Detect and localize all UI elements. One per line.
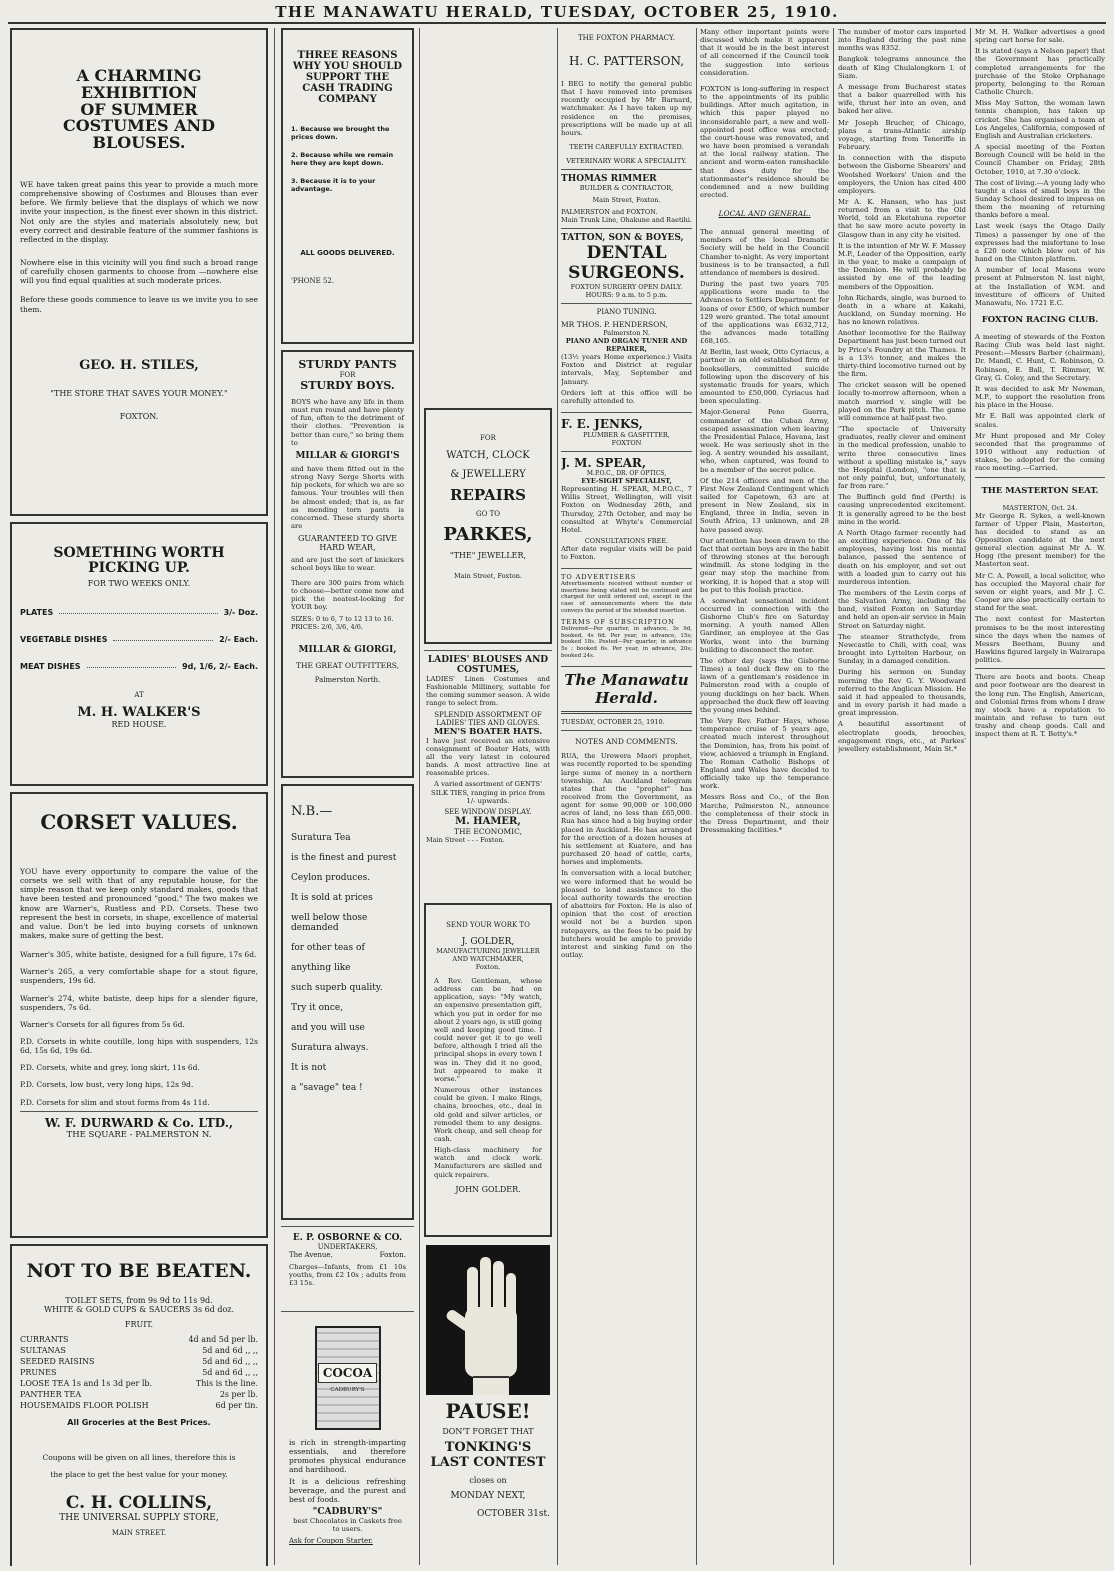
golder-trade: MANUFACTURING JEWELLER AND WATCHMAKER,	[436, 947, 540, 963]
collins-item-name: PRUNES	[20, 1367, 57, 1377]
stiles-name: GEO. H. STILES,	[79, 357, 199, 373]
collins-item	[20, 1335, 258, 1344]
news-paragraph: The next contest for Masterton promises to be the most interesting since the days when the names of Messrs Beetham, Buuny and Hawkins figured largely in Wairarapa politics.	[975, 615, 1105, 665]
news-paragraph: The annual general meeting of members of the local Dramatic Society will be held in the Council Chamber to-night. As very important business is to be transacted, a full attendance of members is desired.	[700, 228, 829, 277]
tonking-ad	[424, 1243, 552, 1547]
spear-ad	[561, 452, 692, 569]
golder-name: J. GOLDER,	[461, 937, 515, 947]
masterton-heading: THE MASTERTON SEAT.	[981, 485, 1099, 496]
rimmer-ad	[561, 170, 692, 229]
walker-item-price: 9d, 1/6, 2/- Each.	[182, 662, 258, 672]
hamer-name: M. HAMER,	[455, 815, 521, 827]
parkes-line-2: & JEWELLERY	[450, 469, 526, 480]
parkes-line: WATCH, CLOCK	[446, 450, 530, 461]
walker-sub: FOR TWO WEEKS ONLY.	[87, 579, 191, 589]
news-paragraph: A number of local Masons were present at Palmerston N. last night, at the Installation of W.M. and investiture of officers of United Manawatu, No. 1721 E.C.	[975, 266, 1105, 307]
masthead-rule	[8, 22, 1106, 24]
tatton-hours: HOURS: 9 a.m. to 5 p.m.	[585, 291, 668, 300]
cash-headline: THREE REASONS WHY YOU SHOULD SUPPORT THE CASH TRADING COMPANY	[292, 50, 403, 105]
parkes-street: Main Street, Foxton.	[454, 572, 522, 580]
column-divider	[833, 28, 834, 1565]
spear-name: J. M. SPEAR,	[561, 456, 647, 471]
walker-item	[20, 608, 258, 617]
parkes-jeweller: "THE" JEWELLER,	[449, 551, 527, 560]
news-paragraph: "The spectacle of University graduates, really clever and eminent in the medical profession, unable to write three consecutive lines without a spelling mistake is," says the Hospital (London), "one that is not only painful, but, unfortunately, far from rare."	[838, 425, 966, 491]
news-paragraph: It is the intention of Mr W. F. Massey M.P., Leader of the Opposition, early in the year, to make a campaign of the Dominion. He will probably be assisted by one of the leading members of the Opposition.	[838, 241, 966, 291]
osborne-trade: UNDERTAKERS,	[317, 1243, 378, 1251]
henderson-orders: Orders left at this office will be carefully attended to.	[561, 388, 692, 405]
herald-date: TUESDAY, OCTOBER 25, 1910.	[561, 718, 665, 727]
news-paragraph: Mr Hunt proposed and Mr Coley seconded that the programme of 1910 without any reduction of stakes, be adopted for the coming race meeting.—Carried.	[975, 431, 1105, 473]
column-3	[424, 28, 552, 1566]
cadbury-text: is rich in strength-imparting essentials, and therefore promotes physical endurance and hardihood.	[289, 1438, 406, 1474]
collins-item	[20, 1368, 258, 1377]
tatton-name: TATTON, SON & BOYES,	[561, 233, 684, 244]
corset-line: P.D. Corsets, white and grey, long skirt, 11s 6d.	[20, 1063, 200, 1073]
osborne-name: E. P. OSBORNE & CO.	[292, 1233, 403, 1243]
hamer-body-2: I have just received an extensive consignment of Boater Hats, with all the very latest in coloured bands. A most attractive line at reasonable prices.	[426, 736, 550, 778]
stiles-body-3: Before these goods commence to leave us we invite you to see them.	[20, 295, 258, 314]
news-paragraph: FOXTON is long-suffering in respect to the appointments of its public buildings. After much agitation, in which this paper played no inconsiderable part, a new and well-appointed post office was erected; the court-house was renovated, and we have been promised a verandah at the local railway station. The ancient and worm-eaten ramshackle that does duty for the stationmaster's residence should be condemned and a new building erected.	[700, 84, 829, 199]
collins-item	[20, 1401, 258, 1410]
news-paragraph: Last week (says the Otago Daily Times) a passenger by one of the expresses had the misfortune to lose a £20 note which blew out of his hand on the Clinton platform.	[975, 222, 1105, 264]
cash-reason: 3. Because it is to your advantage.	[291, 177, 376, 193]
hamer-body-3: A varied assortment of GENTS' SILK TIES, ranging in price from 1/- upwards.	[431, 780, 545, 805]
tea-line: and you will use	[291, 1023, 365, 1033]
column-divider	[419, 28, 420, 1565]
golder-ad	[424, 903, 552, 1237]
walker-at: AT	[134, 691, 144, 700]
millar-headline: STURDY PANTS	[298, 358, 397, 371]
hamer-window: SEE WINDOW DISPLAY.	[444, 807, 532, 816]
tea-line: is the finest and purest	[291, 853, 397, 863]
walker-item-name: MEAT DISHES	[20, 662, 81, 672]
news-paragraph: The number of motor cars imported into England during the past nine months was 8352.	[838, 28, 966, 53]
pharmacy-title: THE FOXTON PHARMACY.	[578, 34, 675, 42]
collins-item-price: 6d per tin.	[215, 1400, 258, 1410]
tea-line: anything like	[291, 963, 351, 973]
patterson-ad	[561, 34, 692, 170]
hamer-body: LADIES' Linen Costumes and Fashionable Millinery, suitable for the coming summer season. A wide range to select from.	[426, 675, 550, 708]
news-paragraph: The Very Rev. Father Hays, whose temperance cruise of 5 years ago, created much interest throughout the Dominion, has, from his point of view, achieved a triumph in England. The Roman Catholic Bishops of England and Wales have decided to officially take up the temperance work.	[700, 717, 829, 791]
collins-item-name: SEEDED RAISINS	[20, 1356, 95, 1366]
walker-headline: SOMETHING WORTH	[53, 545, 225, 561]
collins-groceries: All Groceries at the Best Prices.	[67, 1417, 211, 1427]
subscription-title: TERMS OF SUBSCRIPTION	[561, 618, 675, 627]
millar-name: MILLAR & GIORGI,	[298, 645, 397, 656]
millar-giorgi-ad	[281, 350, 414, 778]
tea-line: Suratura Tea	[291, 833, 351, 843]
walker-item-price: 2/- Each.	[219, 635, 258, 645]
hamer-headline: LADIES' BLOUSES AND COSTUMES,	[427, 655, 549, 675]
collins-item-name: SULTANAS	[20, 1345, 66, 1355]
collins-fruit: FRUIT.	[124, 1319, 154, 1329]
collins-item-name: PANTHER TEA	[20, 1389, 82, 1399]
column-6	[838, 28, 966, 1566]
tonking-contest: LAST CONTEST	[430, 1455, 546, 1470]
parkes-repairs: REPAIRS	[449, 486, 527, 504]
collins-item-price: 5d and 6d ,, ,,	[202, 1367, 258, 1377]
spear-body: Representing H. SPEAR, M.P.O.C., 7 Willis Street, Wellington, will visit Foxton on Wednesday 26th, and Thursday, 27th October, and may be consulted at Whyte's Commercial Hotel.	[561, 485, 692, 534]
henderson-piano: PIANO TUNING.	[596, 308, 657, 317]
notes-heading: NOTES AND COMMENTS.	[575, 737, 678, 747]
tea-line: Suratura always.	[291, 1043, 369, 1053]
tatton-dental: DENTAL	[586, 243, 667, 264]
collins-item-price: This is the line.	[195, 1378, 258, 1388]
tonking-name: TONKING'S	[444, 1440, 532, 1455]
corset-line: Warner's Corsets for all figures from 5s 6d.	[20, 1019, 185, 1029]
walker-item	[20, 635, 258, 644]
news-paragraph: A beautiful assortment of electroplate goods, brooches, engagement rings, etc., at Parkes' jewellery establishment, Main St.*	[838, 720, 966, 753]
collins-item-price: 5d and 6d ,, ,,	[202, 1345, 258, 1355]
hamer-sub-2: MEN'S BOATER HATS.	[433, 726, 543, 737]
collins-item-price: 4d and 5d per lb.	[188, 1334, 258, 1344]
tea-title: N.B.—	[291, 804, 333, 819]
news-paragraph: Miss May Sutton, the woman lawn tennis champion, has taken up cricket. She has organised a team at Los Angeles, California, composed of English and Australian cricketers.	[975, 99, 1105, 140]
osborne-charges: Charges—Infants, from £1 10s youths, from £2 10s ; adults from £3 15s.	[289, 1263, 406, 1288]
news-paragraph: John Richards, single, was burned to death in a whare at Kakahi, Auckland, on Sunday morning. He has no known relatives.	[838, 293, 966, 327]
walker-item-price: 3/- Doz.	[223, 608, 258, 618]
walker-item	[20, 662, 258, 671]
henderson-name: MR THOS. P. HENDERSON,	[561, 320, 668, 330]
henderson-ad	[561, 304, 692, 413]
collins-item	[20, 1379, 258, 1388]
golder-town: Foxton.	[475, 963, 501, 971]
patterson-vet: VETERINARY WORK A SPECIALITY.	[566, 157, 687, 166]
tea-line: Ceylon produces.	[291, 873, 371, 883]
news-paragraph: The other day (says the Gisborne Times) a teal duck flew on to the lawn of a gentleman's residence in Palmerston road with a couple of young ducklings on her back. When approached the duck flew off leaving the young ones behind.	[700, 656, 829, 714]
corset-line: Warner's 274, white batiste, deep hips for a slender figure, suspenders, 7s 6d.	[20, 993, 258, 1012]
collins-item	[20, 1357, 258, 1366]
news-paragraph: The Buffinch gold find (Perth) is causing unprecedented excitement. It is generally agreed to be the best mine in the world.	[838, 493, 966, 526]
column-1	[10, 28, 268, 1566]
notes-paragraph: RUA, the Urewera Maori prophet, was recently reported to be spending large sums of money in a northern township. An Auckland telegram states that the "prophet" has received from the Government, as agent for some 90,000 or 100,000 acres of land, no less than £65,000. Rua has since had a big buying order placed in Auckland. He has arranged for the erection of a dozen houses at his settlement at Kuatere, and has purchased 20 head of cattle, carts, horses and implements.	[561, 752, 692, 867]
cadbury-ad	[281, 1311, 414, 1554]
news-paragraph: It is stated (says a Nelson paper) that the Government has practically completed arrangements for the purchase of the Stoke Orphanage property, belonging to the Roman Catholic Church.	[975, 47, 1105, 97]
subscription-body: Delivered—Per quarter, in advance, 3s 9d, booked, 4s 6d. Per year, in advance, 15s; booked 18s. Posted—Per quarter, in advance 5s ; booked 6s. Per year, in advance, 20s; booked 24s.	[561, 626, 692, 659]
millar-body-4: There are 300 pairs from which to choose—better come now and pick the neatest-looking for YOUR boy.	[291, 578, 404, 611]
durward-ad	[10, 792, 268, 1238]
news-paragraph: Bangkok telegrams announce the death of King Chulalongkorn I. of Siam.	[838, 55, 966, 80]
rimmer-line: PALMERSTON and FOXTON.	[561, 208, 658, 217]
news-paragraph: Mr George R. Sykes, a well-known farmer of Upper Plain, Masterton, has decided to stand as an Opposition candidate at the next general election against Mr A. W. Hogg (the present member) for the Masterton seat.	[975, 511, 1105, 569]
osborne-address: The Avenue,	[289, 1251, 333, 1259]
herald-editorial	[561, 667, 692, 966]
golder-body-3: High-class machinery for watch and clock work. Manufacturers are skilled and quick repairers.	[434, 1146, 542, 1179]
news-paragraph: It was decided to ask Mr Newman, M.P., to support the resolution from his place in the House.	[975, 384, 1105, 410]
collins-coupons: Coupons will be given on all lines, therefore this is	[42, 1452, 236, 1462]
walker-house: RED HOUSE.	[111, 720, 167, 730]
stiles-town: FOXTON.	[119, 411, 159, 421]
news-paragraph: Messrs Ross and Co., of the Bon Marche, Palmerston N., announce the completeness of their stock in the Dress Department, and their Dressmaking facilities.*	[700, 793, 829, 835]
collins-street: MAIN STREET.	[111, 1528, 167, 1537]
parkes-ad	[424, 408, 552, 644]
millar-outfitters: THE GREAT OUTFITTERS,	[295, 661, 400, 671]
millar-prices: PRICES: 2/6, 3/6, 4/6.	[291, 623, 363, 632]
news-paragraph: In connection with the dispute between the Gisborne Shearers' and Woolshed Workers' Union and the employers, the Union has cited 400 employers.	[838, 154, 966, 195]
corset-line: P.D. Corsets, low bust, very long hips, 12s 9d.	[20, 1080, 194, 1090]
tatton-surgeons: SURGEONS.	[568, 263, 685, 284]
millar-headline-2: STURDY BOYS.	[300, 379, 395, 392]
collins-item-price: 2s per lb.	[219, 1389, 258, 1399]
osborne-town: Foxton.	[379, 1251, 406, 1259]
jenks-trade: PLUMBER & GASFITTER,	[583, 431, 670, 440]
tea-line: such superb quality.	[291, 983, 383, 993]
henderson-trade: PIANO AND ORGAN TUNER AND REPAIRER,	[565, 337, 688, 354]
golder-body: A Rev. Gentleman, whose address can be had on application, says: "My watch, an expensive presentation gift, which you put in order for me about 2 years ago, is still going well and keeping good time. I could never get it to go well before, although I tried all the principal shops in every town I was in. They did it no good, but appeared to make it worse."	[434, 977, 542, 1083]
notes-paragraph: In conversation with a local butcher, we were informed that he would be pleased to lend assistance to the local authority towards the erection of abattoirs for Foxton. He is also of opinion that the cost of erection would not be a burden upon ratepayers, as the fees to be paid by butchers would be ample to provide interest and sinking fund on the outlay.	[561, 869, 692, 959]
column-divider	[274, 28, 275, 1565]
column-2	[281, 28, 414, 1566]
collins-toilet: TOILET SETS, from 9s 9d to 11s 9d.	[65, 1295, 213, 1305]
spear-quals: M.P.O.C., DR. OF OPTICS,	[586, 470, 667, 478]
news-paragraph: Mr M. H. Walker advertises a good spring cart horse for sale.	[975, 28, 1105, 45]
news-paragraph: A meeting of stewards of the Foxton Racing Club was held last night. Present:—Messrs Barber (chairman), Dr. Mandl, C. Hunt, C. Robinson, O. Robinson, E. Ball, T. Rimmer, W. Gray, G. Coley, and the Secretary.	[975, 333, 1105, 382]
cash-delivered: ALL GOODS DELIVERED.	[300, 249, 395, 257]
collins-name: C. H. COLLINS,	[65, 1492, 213, 1513]
news-paragraph: Another locomotive for the Railway Department has just been turned out by Price's Foundry at the Thames. It is a 13½ tonner, and makes the thirty-third locomotive turned out by the firm.	[838, 329, 966, 379]
news-paragraph: During the past two years 705 applications were made to the Advances to Settlers Department for loans of over £500, of which number 129 were granted. The total amount of the applications was £632,712, the advances made totalling £68,165.	[700, 280, 829, 346]
henderson-body: (13½ years Home experience.) Visits Foxton and District at regular intervals, May, September and January.	[561, 353, 692, 386]
spear-after: After date regular visits will be paid to Foxton.	[561, 544, 692, 562]
racing-club-heading: FOXTON RACING CLUB.	[981, 315, 1099, 325]
walker-item-name: VEGETABLE DISHES	[20, 635, 108, 645]
suratura-tea-ad	[281, 784, 414, 1220]
advertisers-title: TO ADVERTISERS	[561, 573, 637, 582]
news-paragraph: There are boots and boots. Cheap and poor footwear are the dearest in the long run. The English, American, and Colonial firms from whom I draw my stock have a reputation to maintain and refuse to turn out trashy and cheap goods. Call and inspect them at R. T. Betty's.*	[975, 673, 1105, 739]
osborne-ad	[281, 1226, 414, 1305]
cadbury-text-2: It is a delicious refreshing beverage, and the purest and best of foods.	[289, 1477, 406, 1504]
patterson-teeth: TEETH CAREFULLY EXTRACTED.	[569, 143, 684, 152]
cash-reason: 2. Because while we remain here they are kept down.	[291, 151, 394, 167]
cocoa-tin-label: COCOA	[318, 1363, 377, 1383]
tonking-date: OCTOBER 31st.	[476, 1509, 550, 1519]
corset-line: Warner's 265, a very comfortable shape for a stout figure, suspenders, 19s 6d.	[20, 967, 258, 986]
walker-ad	[10, 522, 268, 786]
collins-headline: NOT TO BE BEATEN.	[26, 1260, 252, 1282]
column-5	[700, 28, 829, 1566]
rimmer-trade: BUILDER & CONTRACTOR,	[579, 184, 674, 193]
column-divider	[696, 28, 697, 1565]
golder-body-2: Numerous other instances could be given. I make Rings, chains, brooches, etc., deal in old gold and silver articles, or remodel them to any designs. Work cheap, and sell cheap for cash.	[434, 1086, 542, 1143]
stiles-slogan: "THE STORE THAT SAVES YOUR MONEY."	[50, 388, 228, 398]
advertisers-body: Advertisements received without number of insertions being stated will be continued and charged for until ordered out, except in the case of announcements where the date conveys the period of the intended insertion.	[561, 581, 692, 614]
herald-title: The Manawatu Herald.	[564, 671, 689, 708]
spear-trade: EYE-SIGHT SPECIALIST,	[581, 477, 672, 486]
local-general-heading: LOCAL AND GENERAL.	[718, 209, 811, 219]
collins-item-name: HOUSEMAIDS FLOOR POLISH	[20, 1400, 149, 1410]
masterton-dateline: MASTERTON, Oct. 24.	[1002, 503, 1078, 512]
column-7	[975, 28, 1105, 1566]
news-paragraph: During his sermon on Sunday morning the Rev G. Y. Woodward referred to the Anglican Mission. He said it had appealed to thousands, and in every parish it had made a great impression.	[838, 668, 966, 718]
collins-item-name: LOOSE TEA 1s and 1s 3d per lb.	[20, 1378, 153, 1388]
news-paragraph: The steamer Strathclyde, from Newcastle to Chili, with coal, was brought into Lyttelton Harbour, on Sunday, in a damaged condition.	[838, 632, 966, 666]
corset-line: P.D. Corsets for slim and stout forms from 4s 11d.	[20, 1097, 210, 1107]
news-paragraph: The cricket season will be opened locally to-morrow afternoon, when a match married v. single will be played on the Park pitch. The game will commence at half-past two.	[838, 381, 966, 422]
stiles-headline: A CHARMING EXHIBITION	[76, 66, 202, 102]
hamer-ad	[424, 650, 552, 889]
column-divider	[970, 28, 971, 1565]
parkes-goto: GO TO	[476, 510, 500, 518]
column-divider	[557, 28, 558, 1565]
durward-address: THE SQUARE - PALMERSTON N.	[66, 1129, 212, 1140]
stiles-ad	[10, 28, 268, 516]
collins-item	[20, 1346, 258, 1355]
news-paragraph: A special meeting of the Foxton Borough Council will be held in the Council Chamber on Friday, 28th October, 1910, at 7.30 o'clock.	[975, 143, 1105, 176]
cadbury-text-3: best Chocolates in Caskets free to users.	[293, 1517, 402, 1534]
millar-firm: MILLAR & GIORGI'S	[295, 450, 400, 461]
jenks-ad	[561, 413, 692, 452]
tatton-ad	[561, 229, 692, 304]
millar-body-3: and are just the sort of knickers school boys like to wear.	[291, 556, 404, 573]
tonking-pause: PAUSE!	[445, 1399, 531, 1423]
millar-for: FOR	[339, 371, 356, 379]
cocoa-tin-icon	[315, 1326, 381, 1430]
parkes-name: PARKES,	[443, 524, 533, 545]
rimmer-street: Main Street, Foxton.	[592, 196, 661, 205]
news-paragraph: Many other important points were discussed which make it apparent that it would be in the best interest of all concerned if the Council took the suggestion into serious consideration.	[700, 28, 829, 77]
spear-free: CONSULTATIONS FREE.	[584, 536, 669, 545]
news-paragraph: Mr E. Ball was appointed clerk of scales.	[975, 412, 1105, 429]
cash-trading-ad	[281, 28, 414, 344]
news-paragraph: Our attention has been drawn to the fact that certain boys are in the habit of throwing stones at the borough windmill. As stone lodging in the gear may stop the machine from working, it is hoped that a stop will be put to this foolish practice.	[700, 536, 829, 594]
collins-coupons-2: the place to get the best value for your money.	[50, 1469, 228, 1479]
news-paragraph: Major-General Peno Guerra, commander of the Cuban Army, escaped assassination when leaving the Presidential Palace, Havana, last week. He was seriously shot in the leg. A sentry wounded his assailant, who, when captured, was found to be a member of the secret police.	[700, 408, 829, 474]
corset-headline: CORSET VALUES.	[40, 810, 238, 834]
tatton-surgery: FOXTON SURGERY OPEN DAILY.	[570, 283, 683, 292]
hamer-sub: SPLENDID ASSORTMENT OF LADIES' TIES AND GLOVES.	[434, 710, 542, 727]
news-paragraph: The cost of living.—A young lady who taught a class of small boys in the Sunday School desired to impress on them the meaning of returning thanks before a meal.	[975, 178, 1105, 220]
golder-sign: JOHN GOLDER.	[455, 1184, 521, 1194]
millar-guaranteed: GUARANTEED TO GIVE HARD WEAR,	[297, 534, 398, 553]
tea-line: It is sold at prices	[291, 893, 373, 903]
news-paragraph: A message from Bucharest states that a baker quarrelled with his wife, thrust her into an oven, and baked her alive.	[838, 82, 966, 116]
stiles-body: WE have taken great pains this year to provide a much more comprehensive showing of Costumes and Blouses than ever before. We firmly believe that the displays of which we now invite your inspection, is the finest ever shown in this district. Not only are the styles and materials absolutely new, but every correct and desirable feature of the summer fashions is reflected in the display.	[20, 179, 258, 244]
patterson-name: H. C. PATTERSON,	[568, 54, 685, 68]
henderson-town: Palmerston N.	[603, 329, 650, 338]
column-4	[561, 28, 692, 1566]
walker-name: M. H. WALKER'S	[77, 705, 201, 721]
rimmer-line-2: Main Trunk Line, Ohakune and Raetihi.	[561, 216, 692, 225]
stiles-headline-3: COSTUMES AND BLOUSES.	[62, 116, 216, 153]
news-paragraph: Mr Joseph Brucher, of Chicago, plans a trans-Atlantic airship voyage, starting from Teneriffe in February.	[838, 118, 966, 152]
rimmer-name: THOMAS RIMMER	[561, 174, 657, 185]
collins-item-price: 5d and 6d ,, ,,	[202, 1356, 258, 1366]
tea-line: It is not	[291, 1063, 327, 1073]
walker-headline-2: PICKING UP.	[88, 559, 190, 576]
news-paragraph: Mr A. K. Hansen, who has just returned from a visit to the Old World, told an Eketahuna reporter that he saw more acute poverty in Glasgow than in any city he visited.	[838, 197, 966, 239]
cash-reason: 1. Because we brought the prices down.	[291, 125, 390, 141]
news-paragraph: A somewhat sensational incident occurred in connection with the Gisborne Club's fire on Saturday morning. A youth named Allen Gardiner, an employee at the Gas Works, went into the burning building to disconnect the meter.	[700, 596, 829, 654]
collins-item-name: CURRANTS	[20, 1334, 69, 1344]
durward-name: W. F. DURWARD & Co. LTD.,	[44, 1115, 234, 1130]
walker-item-name: PLATES	[20, 608, 54, 618]
masthead: THE MANAWATU HERALD, TUESDAY, OCTOBER 25, 1910.	[275, 3, 839, 21]
stiles-headline-2: OF SUMMER	[80, 99, 198, 119]
hand-icon	[426, 1245, 550, 1395]
tea-line: well below those demanded	[291, 913, 368, 933]
hamer-shop: THE ECONOMIC,	[454, 826, 522, 836]
news-paragraph: Of the 214 officers and men of the First New Zealand Contingent which sailed for Capetown, 63 are at present in New Zealand, six in England, three in India, seven in South Africa, 13 unknown, and 28 have passed away.	[700, 476, 829, 534]
corset-body: YOU have every opportunity to compare the value of the corsets we sell with that of any reputable house, for the simple reason that we keep only standard makes, goods that have been tested and pronounced "good." The two makes we know are Warner's, Rustless and P.D. Corsets. These two represent the best in corsets, in shape, excellence of material and value. Don't be led into buying corsets of unknown makes, make sure of getting the best.	[20, 867, 258, 940]
osborne-address-row	[289, 1251, 406, 1259]
tonking-closes: closes on	[469, 1476, 507, 1485]
collins-ad	[10, 1244, 268, 1566]
tea-line: for other teas of	[291, 943, 365, 953]
tonking-forget: DON'T FORGET THAT	[442, 1427, 534, 1436]
hamer-street: Main Street - - - Foxton.	[426, 835, 505, 844]
hand-illustration-icon	[433, 1249, 543, 1395]
cadbury-ask: Ask for Coupon Starter.	[289, 1537, 373, 1546]
millar-body: BOYS who have any life in them must run round and have plenty of fun, often to the detriment of their clothes. "Prevention is better than cure," so bring them to	[291, 398, 404, 447]
news-paragraph: Mr C. A. Powell, a local solicitor, who has occupied the Mayoral chair for seven or eight years, and Mr J. C. Cooper are also practically certain to stand for the seat.	[975, 571, 1105, 613]
millar-sizes: SIZES: 0 to 6, 7 to 12 13 to 16.	[291, 615, 394, 624]
cadbury-brand: "CADBURY'S"	[312, 1507, 383, 1517]
millar-town: Palmerston North.	[314, 676, 381, 685]
corset-line: P.D. Corsets in white coutille, long hips with suspenders, 12s 6d, 15s 6d, 19s 6d.	[20, 1036, 258, 1056]
jenks-town: FOXTON	[611, 439, 642, 448]
millar-body-2: and have them fitted out in the strong Navy Serge Shorts with hip pockets, for which we are so famous. Your troubles will then be almost ended; that is, as far as mending torn pants is concerned. These sturdy shorts are	[291, 464, 404, 531]
collins-item	[20, 1390, 258, 1399]
collins-store: THE UNIVERSAL SUPPLY STORE,	[59, 1512, 219, 1523]
corset-line: Warner's 305, white batiste, designed for a full figure, 17s 6d.	[20, 950, 257, 960]
stiles-body-2: Nowhere else in this vicinity will you find such a broad range of carefully chosen garments to choose from —nowhere else will you find equal qualities at such moderate prices.	[20, 257, 258, 286]
news-paragraph: At Berlin, last week, Otto Cyriacus, a partner in an old established firm of booksellers, committed suicide following upon the discovery of his systematic frauds for years, which amounted to £50,000. Cyriacus had been speculating.	[700, 348, 829, 406]
patterson-body: I BEG to notify the general public that I have removed into premises recently occupied by Mr Barnard, watchmaker. As I have taken up my residence on the premises, prescriptions will be made up at all hours.	[561, 80, 692, 137]
jenks-name: F. E. JENKS,	[561, 417, 643, 432]
tea-line: Try it once,	[291, 1003, 344, 1013]
news-paragraph: The members of the Levin corps of the Salvation Army, including the band, visited Foxton on Saturday and held an open-air service in Main Street on Saturday night.	[838, 589, 966, 630]
golder-send: SEND YOUR WORK TO	[446, 921, 530, 929]
cash-phone: 'PHONE 52.	[291, 277, 335, 285]
tea-line: a "savage" tea !	[291, 1083, 363, 1093]
collins-cups: WHITE & GOLD CUPS & SAUCERS 3s 6d doz.	[43, 1304, 235, 1314]
advertisers-notice	[561, 569, 692, 667]
cocoa-tin-brand: CADBURY'S	[330, 1387, 365, 1393]
parkes-for: FOR	[480, 434, 496, 442]
tonking-day: MONDAY NEXT,	[450, 1491, 526, 1501]
news-paragraph: A North Otago farmer recently had an exciting experience. One of his employees, having lost his mental balance, passed the sentence of death on his employer, and set out with a loaded gun to carry out his murderous intention.	[838, 528, 966, 586]
